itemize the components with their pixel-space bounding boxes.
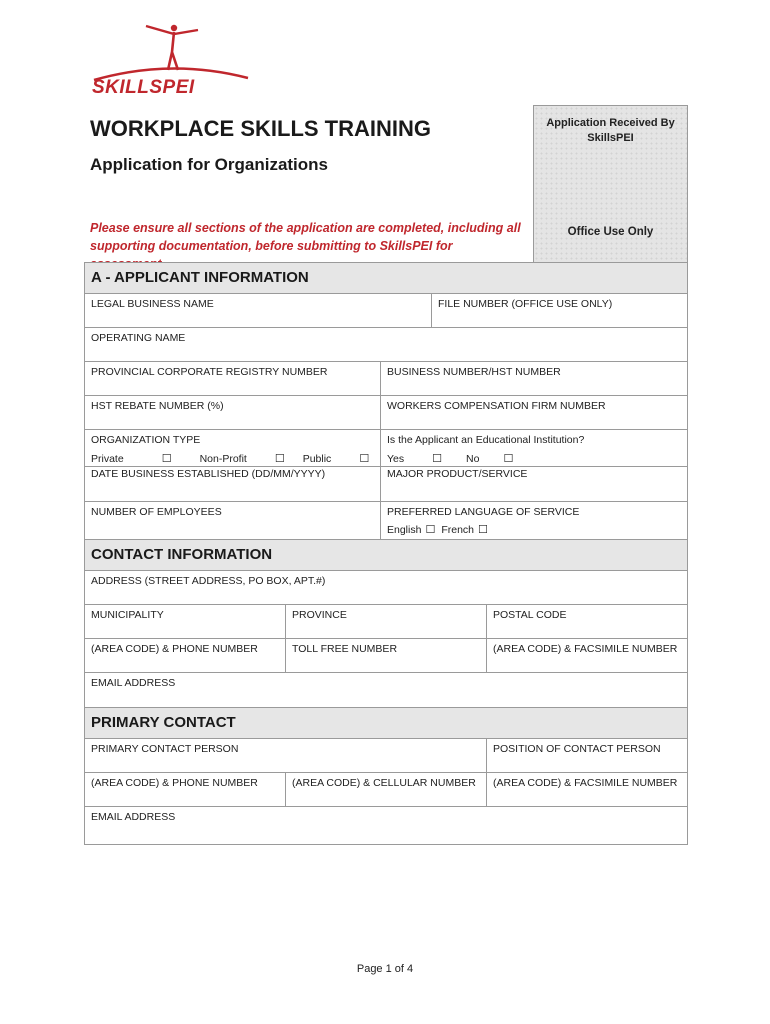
- option-public-label: Public: [302, 452, 332, 465]
- field-label: OPERATING NAME: [91, 332, 186, 344]
- private-checkbox[interactable]: ☐: [161, 453, 172, 465]
- field-label: PROVINCE: [292, 609, 347, 621]
- option-no-label: No: [466, 452, 480, 465]
- major-product-field[interactable]: [380, 467, 687, 501]
- field-label: EMAIL ADDRESS: [91, 677, 176, 689]
- field-label: (AREA CODE) & PHONE NUMBER: [91, 777, 258, 789]
- date-established-field[interactable]: [85, 467, 380, 501]
- file-number-field[interactable]: [431, 294, 687, 327]
- option-french-label: French: [441, 523, 475, 536]
- field-label: PRIMARY CONTACT PERSON: [91, 743, 239, 755]
- hst-rebate-field[interactable]: [85, 396, 380, 429]
- option-yes-label: Yes: [387, 452, 405, 465]
- field-label: MUNICIPALITY: [91, 609, 164, 621]
- field-label: POSTAL CODE: [493, 609, 567, 621]
- educational-institution-options: [387, 452, 681, 465]
- section-contact-information: [85, 540, 687, 571]
- received-line-1: Application Received By: [546, 117, 675, 129]
- received-by-label: [534, 116, 687, 146]
- municipality-field[interactable]: [85, 605, 285, 638]
- logo-wordmark: SKILLSPEI: [92, 77, 195, 98]
- received-line-2: SkillsPEI: [587, 132, 634, 144]
- field-label: (AREA CODE) & CELLULAR NUMBER: [292, 777, 476, 789]
- email-address-field[interactable]: [85, 673, 687, 707]
- field-label: (AREA CODE) & PHONE NUMBER: [91, 643, 258, 655]
- nonprofit-checkbox[interactable]: ☐: [274, 453, 285, 465]
- number-of-employees-field[interactable]: [85, 502, 380, 539]
- primary-email-field[interactable]: [85, 807, 687, 844]
- section-applicant-information: [85, 263, 687, 294]
- page-number: Page 1 of 4: [356, 963, 414, 975]
- field-label: PREFERRED LANGUAGE OF SERVICE: [387, 506, 580, 518]
- field-label: Is the Applicant an Educational Institution?: [387, 434, 585, 446]
- notice-line-2: supporting documentation, before submitting to SkillsPEI for: [90, 239, 453, 253]
- field-label: FILE NUMBER (OFFICE USE ONLY): [438, 298, 613, 310]
- section-heading: PRIMARY CONTACT: [91, 714, 236, 731]
- notice-line-1: Please ensure all sections of the application are completed, including all: [90, 221, 521, 235]
- operating-name-field[interactable]: [85, 328, 687, 361]
- primary-phone-field[interactable]: [85, 773, 285, 806]
- public-checkbox[interactable]: ☐: [359, 453, 370, 465]
- primary-fax-field[interactable]: [486, 773, 687, 806]
- organization-type-options: [91, 452, 374, 465]
- page-title: WORKPLACE SKILLS TRAINING: [90, 116, 431, 141]
- field-label: ADDRESS (STREET ADDRESS, PO BOX, APT.#): [91, 575, 326, 587]
- field-label: POSITION OF CONTACT PERSON: [493, 743, 661, 755]
- field-label: (AREA CODE) & FACSIMILE NUMBER: [493, 643, 678, 655]
- option-nonprofit-label: Non-Profit: [199, 452, 247, 465]
- option-english-label: English: [387, 523, 422, 536]
- address-field[interactable]: [85, 571, 687, 604]
- field-label: (AREA CODE) & FACSIMILE NUMBER: [493, 777, 678, 789]
- primary-contact-person-field[interactable]: [85, 739, 486, 772]
- section-primary-contact: [85, 708, 687, 739]
- organization-type-field: [85, 430, 380, 466]
- field-label: NUMBER OF EMPLOYEES: [91, 506, 222, 518]
- field-label: WORKERS COMPENSATION FIRM NUMBER: [387, 400, 606, 412]
- field-label: DATE BUSINESS ESTABLISHED (DD/MM/YYYY): [91, 468, 326, 480]
- no-checkbox[interactable]: ☐: [503, 453, 514, 465]
- field-label: ORGANIZATION TYPE: [91, 434, 201, 446]
- business-number-field[interactable]: [380, 362, 687, 395]
- field-label: HST REBATE NUMBER (%): [91, 400, 224, 412]
- provincial-registry-field[interactable]: [85, 362, 380, 395]
- field-label: EMAIL ADDRESS: [91, 811, 176, 823]
- educational-institution-field: [380, 430, 687, 466]
- office-use-box: [533, 105, 688, 264]
- field-label: PROVINCIAL CORPORATE REGISTRY NUMBER: [91, 366, 328, 378]
- yes-checkbox[interactable]: ☐: [432, 453, 443, 465]
- province-field[interactable]: [285, 605, 486, 638]
- field-label: TOLL FREE NUMBER: [292, 643, 398, 655]
- page-subtitle: Application for Organizations: [90, 155, 329, 174]
- workers-compensation-field[interactable]: [380, 396, 687, 429]
- fax-number-field[interactable]: [486, 639, 687, 672]
- field-label: BUSINESS NUMBER/HST NUMBER: [387, 366, 561, 378]
- toll-free-field[interactable]: [285, 639, 486, 672]
- field-label: LEGAL BUSINESS NAME: [91, 298, 214, 310]
- application-form: [84, 262, 688, 845]
- section-heading: CONTACT INFORMATION: [91, 546, 273, 563]
- office-use-only-label: Office Use Only: [567, 226, 654, 238]
- legal-business-name-field[interactable]: [85, 294, 431, 327]
- field-label: MAJOR PRODUCT/SERVICE: [387, 468, 528, 480]
- french-checkbox[interactable]: ☐: [478, 524, 488, 536]
- english-checkbox[interactable]: ☐: [425, 524, 436, 536]
- primary-cellular-field[interactable]: [285, 773, 486, 806]
- postal-code-field[interactable]: [486, 605, 687, 638]
- preferred-language-field: [380, 502, 687, 539]
- section-heading: A - APPLICANT INFORMATION: [91, 269, 309, 286]
- phone-number-field[interactable]: [85, 639, 285, 672]
- contact-position-field[interactable]: [486, 739, 687, 772]
- language-options: [387, 523, 681, 536]
- option-private-label: Private: [91, 452, 124, 465]
